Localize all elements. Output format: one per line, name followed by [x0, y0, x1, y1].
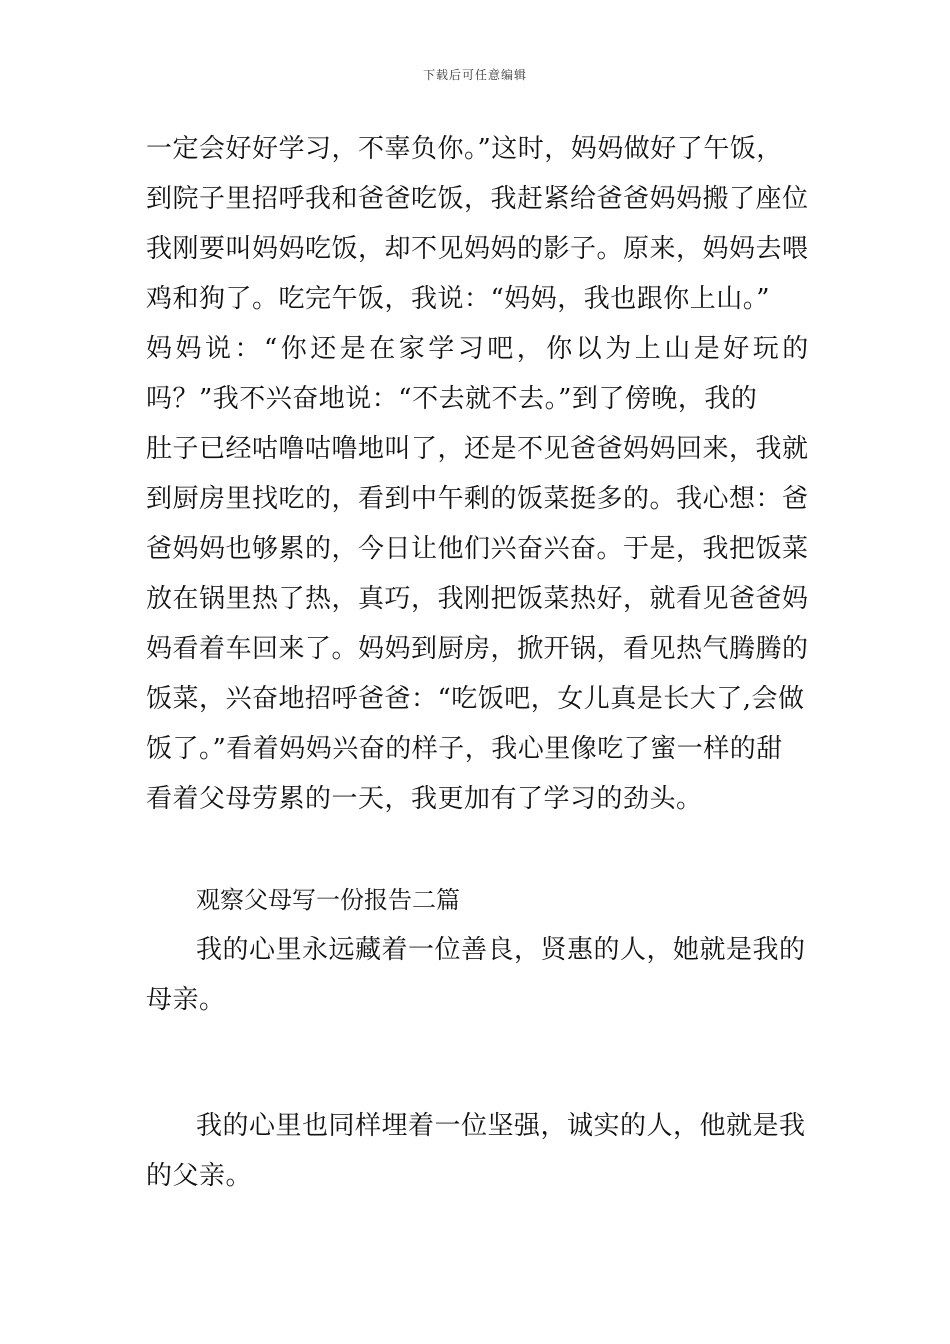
text-line: 的父亲。 [146, 1161, 253, 1191]
text-line: 到院子里招呼我和爸爸吃饭，我赶紧给爸爸妈妈搬了座位 [146, 184, 809, 214]
text-line: 鸡和狗了。吃完午饭，我说：“妈妈，我也跟你上山。” [146, 284, 771, 314]
text-line: 肚子已经咕噜咕噜地叫了，还是不见爸爸妈妈回来，我就 [146, 434, 809, 464]
paragraph-gap [146, 824, 810, 875]
text-line: 我刚要叫妈妈吃饭，却不见妈妈的影子。原来，妈妈去喂 [146, 234, 809, 264]
text-line: 看着父母劳累的一天，我更加有了学习的劲头。 [146, 784, 703, 814]
text-line: 到厨房里找吃的，看到中午剩的饭菜挺多的。我心想：爸 [146, 484, 809, 514]
text-line: 放在锅里热了热，真巧，我刚把饭菜热好，就看见爸爸妈 [146, 584, 809, 614]
text-line: 妈看着车回来了。妈妈到厨房，掀开锅，看见热气腾腾的 [146, 634, 809, 664]
text-line: 我的心里永远藏着一位善良，贤惠的人，她就是我的 [196, 935, 806, 965]
text-line: 饭了。”看着妈妈兴奋的样子，我心里像吃了蜜一样的甜 [146, 734, 783, 764]
paragraph-gap [146, 1025, 810, 1101]
text-line: 饭菜，兴奋地招呼爸爸：“吃饭吧，女儿真是长大了,会做 [146, 684, 805, 714]
text-line: 妈妈说：“你还是在家学习吧，你以为上山是好玩的 [146, 334, 812, 364]
text-line: 母亲。 [146, 985, 226, 1015]
text-line: 爸妈妈也够累的，今日让他们兴奋兴奋。于是，我把饭菜 [146, 534, 809, 564]
text-line: 一定会好好学习，不辜负你。”这时，妈妈做好了午饭， [146, 134, 783, 164]
document-body [146, 124, 810, 1201]
page-header: 下载后可任意编辑 [422, 68, 527, 82]
text-line: 我的心里也同样埋着一位坚强，诚实的人，他就是我 [196, 1111, 806, 1141]
section-title: 观察父母写一份报告二篇 [196, 886, 460, 914]
text-line: 吗？”我不兴奋地说：“不去就不去。”到了傍晚，我的 [146, 384, 758, 414]
